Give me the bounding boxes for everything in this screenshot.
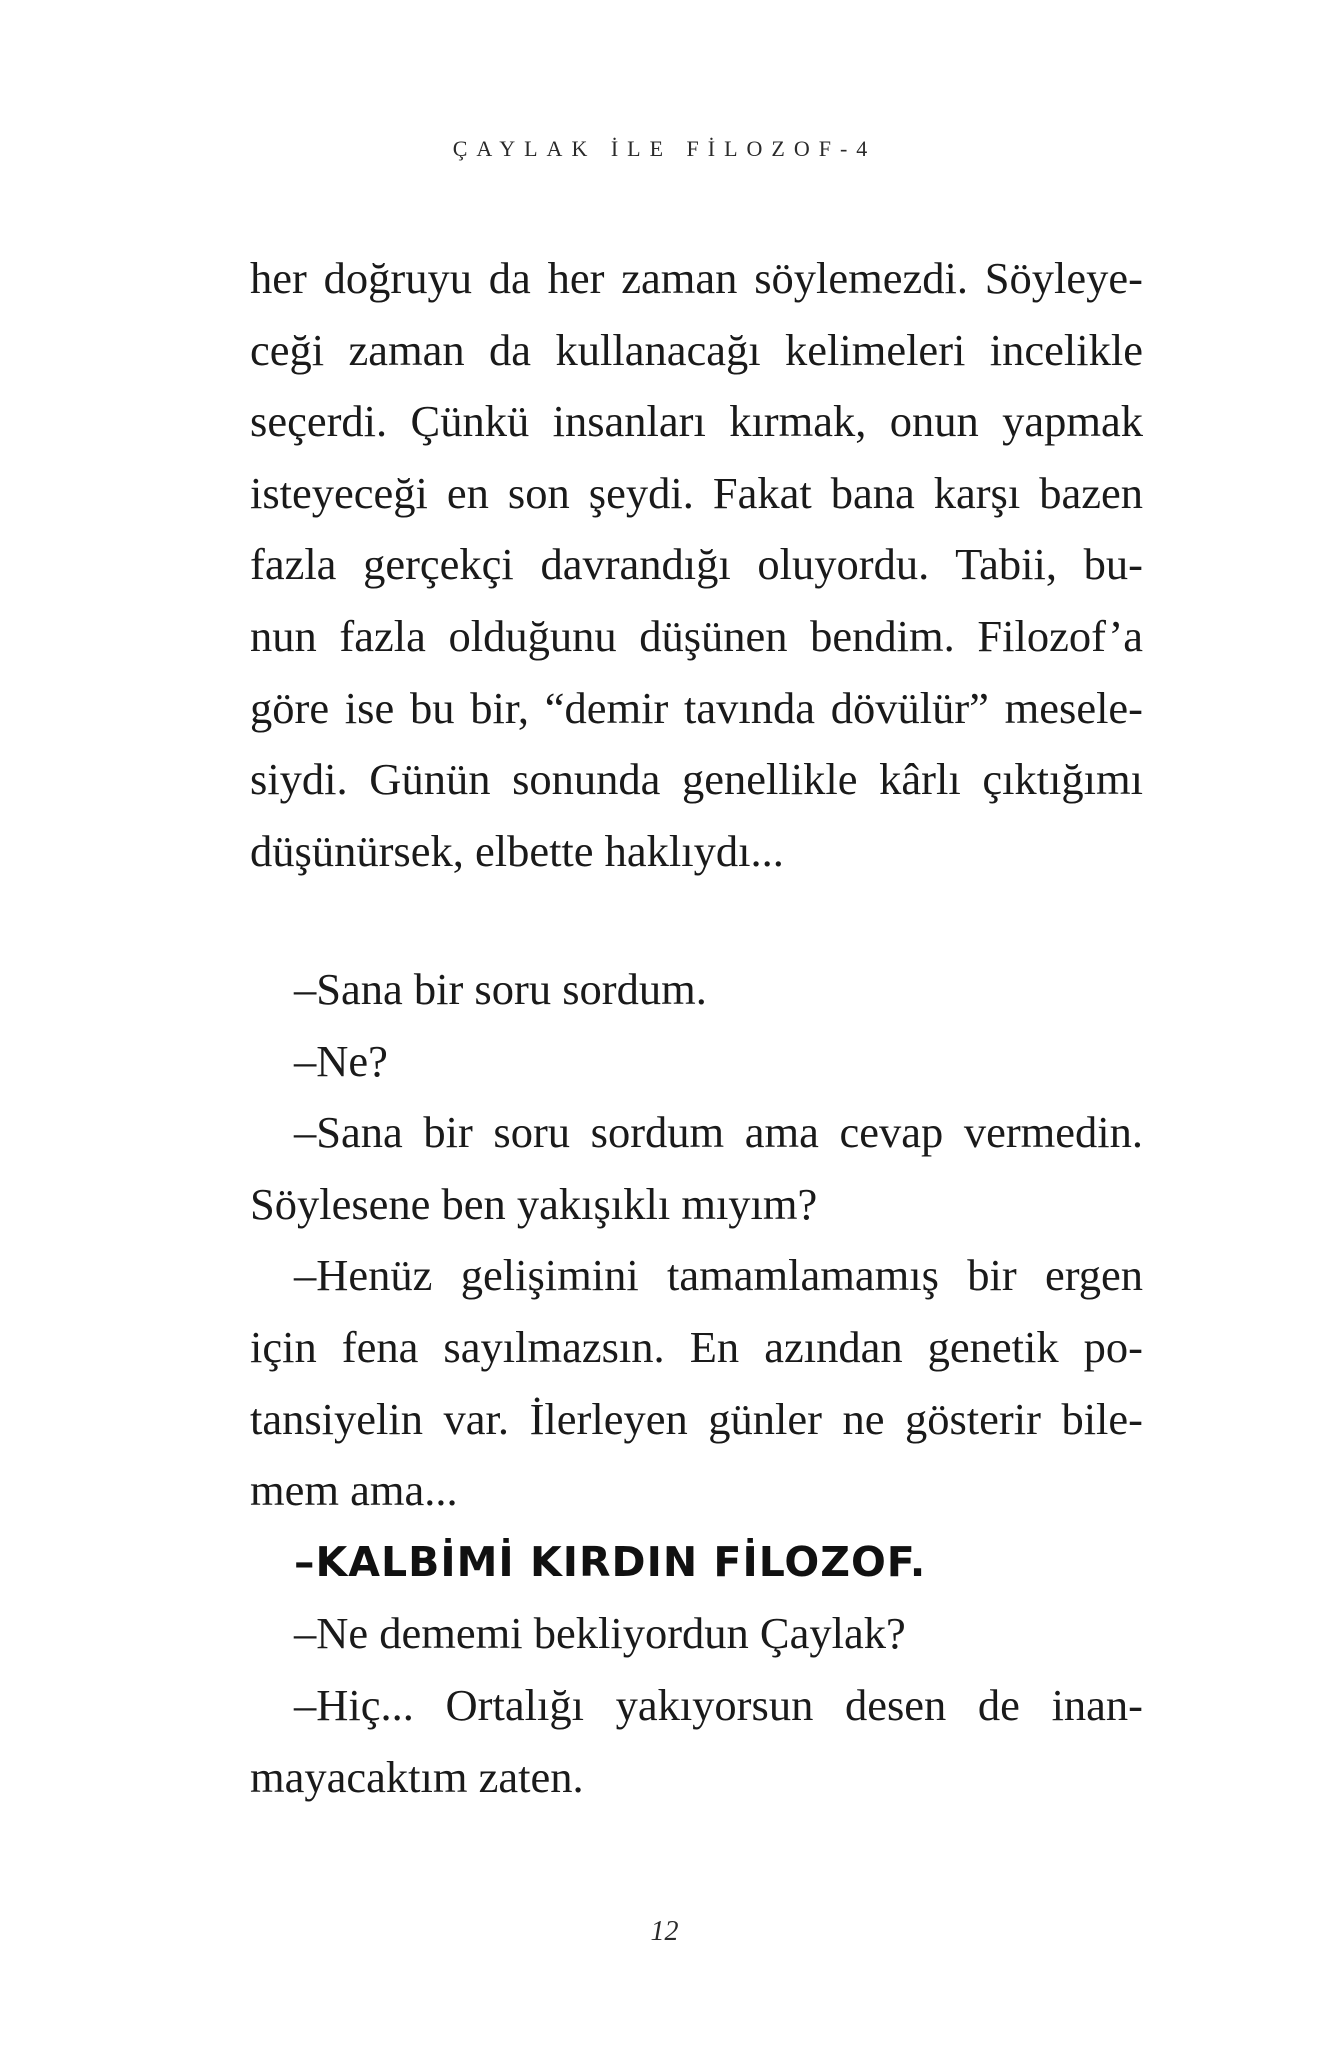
dialogue-block [250,954,1143,1813]
text-line: göre ise bu bir, “demir tavında dövülür” mesele- [250,682,1143,733]
dialogue-line: –Ne dememi bekliyordun Çaylak? [294,1608,906,1659]
dialogue-line: –Hiç... Ortalığı yakıyorsun desen de inan- [294,1679,1143,1730]
dialogue-line: –Sana bir soru sordum ama cevap vermedin. [294,1107,1143,1158]
dialogue-line: –Ne? [294,1035,388,1086]
text-line: isteyeceği en son şeydi. Fakat bana karşı bazen [250,467,1143,518]
dialogue-line: –Henüz gelişimini tamamlamamış bir ergen [294,1250,1143,1301]
text-line: her doğruyu da her zaman söylemezdi. Söyleye- [250,253,1143,303]
dialogue-line: mayacaktım zaten. [250,1751,584,1802]
running-head: ÇAYLAK İLE FİLOZOF-4 [452,136,877,161]
dialogue-line: için fena sayılmazsın. En azından genetik po- [250,1321,1143,1372]
dialogue-line: –Sana bir soru sordum. [294,964,707,1014]
text-line: siydi. Günün sonunda genellikle kârlı çıktığımı [250,754,1143,805]
dialogue-line: tansiyelin var. İlerleyen günler ne gösterir bile- [250,1393,1143,1444]
text-line: seçerdi. Çünkü insanları kırmak, onun yapmak [250,396,1143,447]
text-line: düşünürsek, elbette haklıydı... [250,825,784,876]
dialogue-line: mem ama... [250,1465,458,1516]
text-line: fazla gerçekçi davrandığı oluyordu. Tabii, bu- [250,539,1143,590]
dialogue-line: Söylesene ben yakışıklı mıyım? [250,1178,818,1229]
narrative-paragraph [250,243,1143,887]
page-number: 12 [650,1916,679,1947]
text-line: nun fazla olduğunu düşünen bendim. Filozof’a [250,610,1143,661]
shout-line: –KALBİMİ KIRDIN FİLOZOF. [294,1537,927,1586]
text-line: ceği zaman da kullanacağı kelimeleri incelikle [250,324,1143,375]
